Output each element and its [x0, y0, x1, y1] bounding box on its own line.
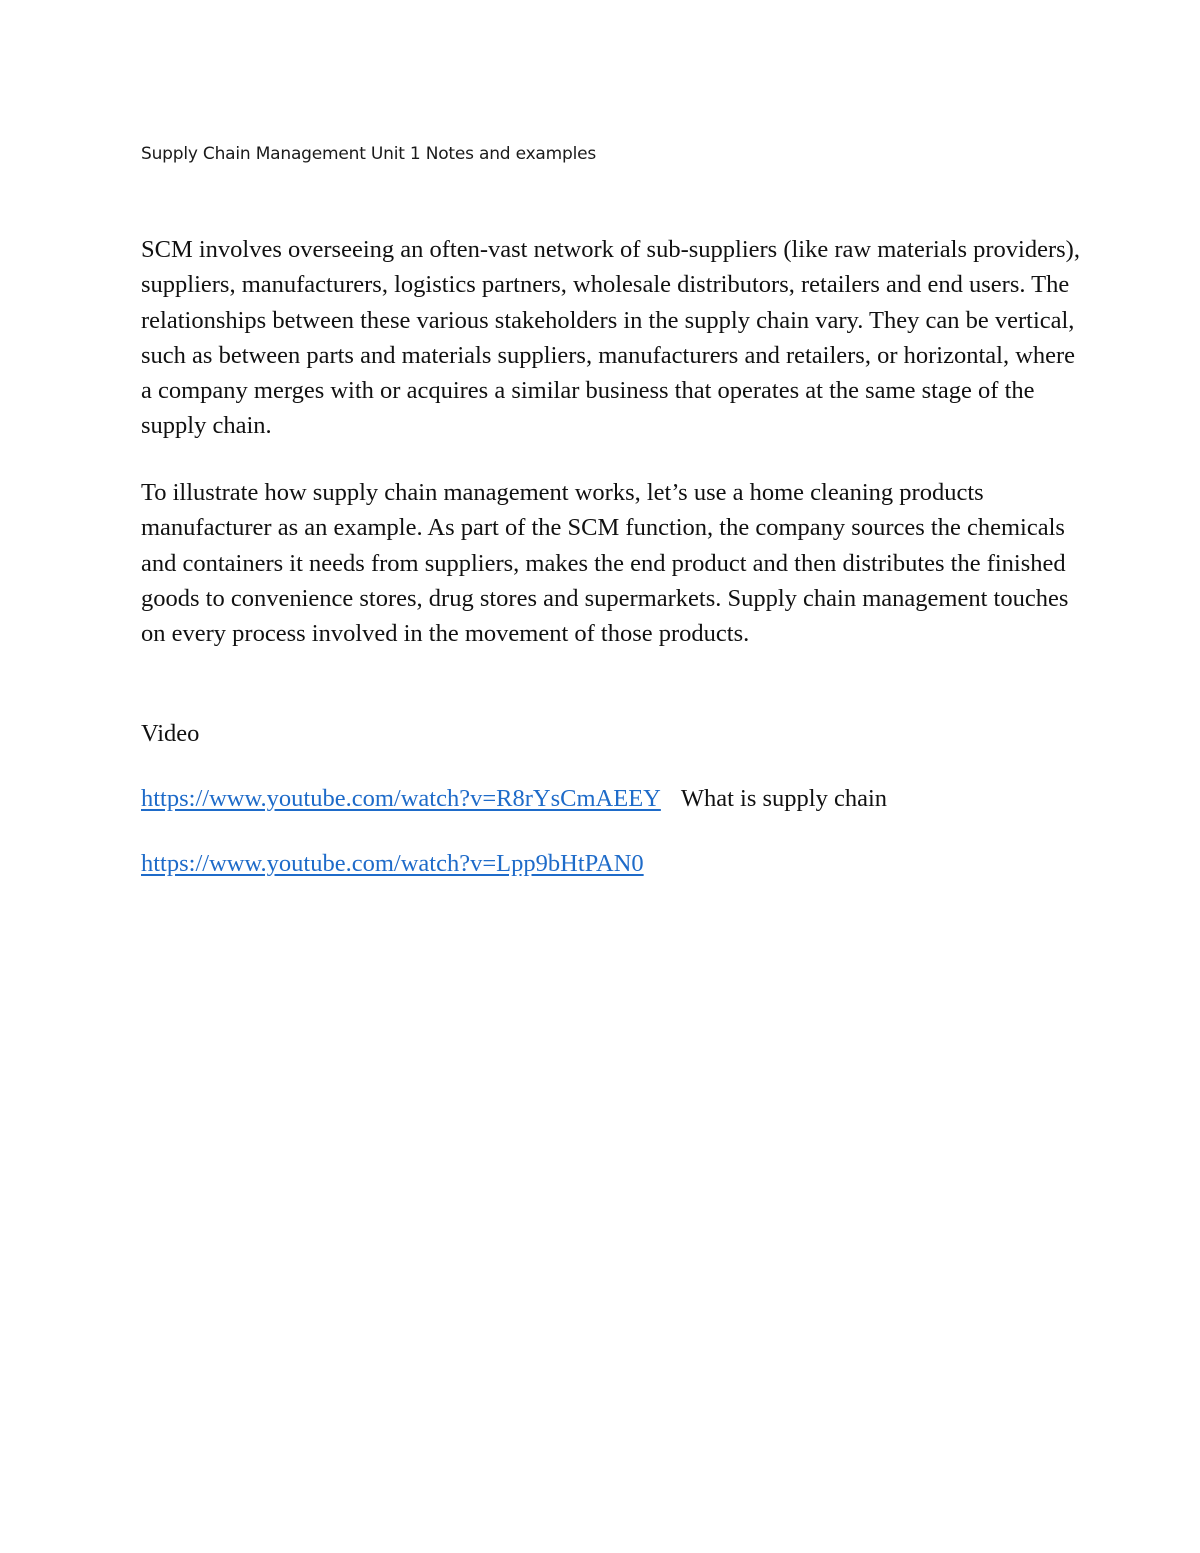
document-title: Supply Chain Management Unit 1 Notes and examples	[141, 144, 597, 164]
video-link-1-caption: What is supply chain	[680, 785, 888, 812]
video-section-label: Video	[141, 720, 200, 747]
video-link-row-1	[141, 781, 1081, 816]
video-link-2[interactable]: https://www.youtube.com/watch?v=Lpp9bHtPAN0	[141, 850, 644, 877]
video-link-1[interactable]: https://www.youtube.com/watch?v=R8rYsCmAEEY	[141, 785, 661, 812]
video-link-row-2	[141, 846, 1081, 881]
paragraph-scm-example: To illustrate how supply chain management works, let’s use a home cleaning products manufacturer as an example. As part of the SCM function, the company sources the chemicals and containers it needs from suppliers, makes the end product and then distributes the finished goods to convenience stores, drug stores and supermarkets. Supply chain management touches on every process involved in the movement of those products.	[141, 479, 1069, 648]
paragraph-scm-overview: SCM involves overseeing an often-vast network of sub-suppliers (like raw materials providers), suppliers, manufacturers, logistics partners, wholesale distributors, retailers and end users. The relationships between these various stakeholders in the supply chain vary. They can be vertical, such as between parts and materials suppliers, manufacturers and retailers, or horizontal, where a company merges with or acquires a similar business that operates at the same stage of the supply chain.	[141, 236, 1080, 440]
